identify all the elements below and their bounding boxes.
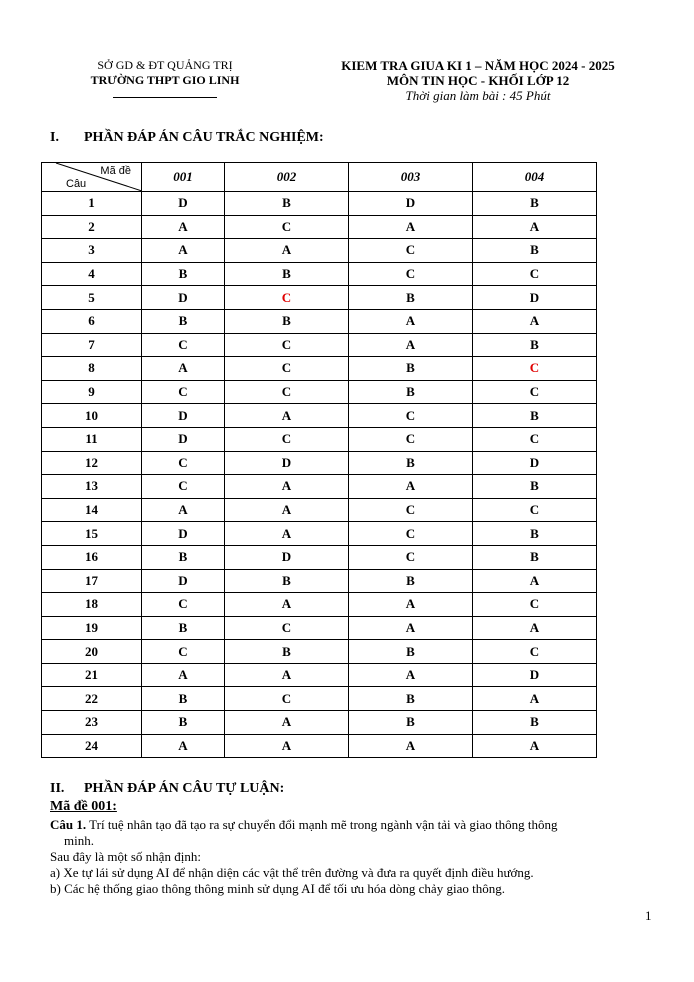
answer-cell: A [142,498,225,522]
department-name: SỞ GD & ĐT QUẢNG TRỊ [97,58,233,72]
answer-cell: A [225,404,349,428]
statement-b: b) Các hệ thống giao thông thông minh sử dụng AI để tối ưu hóa dòng chảy giao thông. [50,881,505,896]
answer-cell: C [225,427,349,451]
answer-cell: D [142,404,225,428]
table-row [42,262,597,286]
answer-cell: B [473,545,597,569]
answer-cell: C [225,286,349,310]
question-1-label: Câu 1. [50,817,87,832]
answer-cell: A [473,616,597,640]
answer-cell: C [349,404,473,428]
question-number-cell: 18 [42,593,142,617]
answer-cell: C [349,498,473,522]
answer-cell: D [142,286,225,310]
answer-cell: B [349,640,473,664]
answer-cell: C [349,239,473,263]
answer-cell: C [473,640,597,664]
code-header: 002 [225,163,349,192]
question-number-cell: 17 [42,569,142,593]
answer-cell: B [225,192,349,216]
question-number-cell: 9 [42,380,142,404]
table-row [42,192,597,216]
code-header: 004 [473,163,597,192]
answer-cell: A [349,593,473,617]
answer-cell: C [142,333,225,357]
answer-cell: C [225,616,349,640]
answer-cell: D [142,192,225,216]
code-header: 003 [349,163,473,192]
exam-duration: Thời gian làm bài : 45 Phút [405,88,551,103]
answer-cell: B [142,309,225,333]
answer-cell: A [142,239,225,263]
answer-cell: A [225,475,349,499]
answer-cell: C [473,427,597,451]
answer-cell: C [225,380,349,404]
table-row [42,333,597,357]
answer-cell: C [349,545,473,569]
exam-title: KIEM TRA GIUA KI 1 – NĂM HỌC 2024 - 2025 [341,58,615,73]
question-number-cell: 20 [42,640,142,664]
answer-cell: D [142,569,225,593]
answer-cell: A [142,357,225,381]
answer-cell: B [225,569,349,593]
statements-intro: Sau đây là một số nhận định: [50,849,201,864]
table-row [42,239,597,263]
answer-cell: B [473,475,597,499]
answer-cell: C [473,357,597,381]
answer-cell: A [225,593,349,617]
answer-cell: C [349,522,473,546]
question-number-cell: 4 [42,262,142,286]
corner-cell [42,163,142,192]
answer-cell: B [349,687,473,711]
answer-cell: A [473,734,597,758]
answer-cell: B [473,522,597,546]
header-left [70,58,260,98]
answer-cell: B [349,286,473,310]
answer-cell: A [349,475,473,499]
question-number-cell: 11 [42,427,142,451]
answer-cell: C [142,380,225,404]
answer-cell: A [349,616,473,640]
answer-cell: A [349,309,473,333]
question-number-cell: 5 [42,286,142,310]
question-number-cell: 2 [42,215,142,239]
question-number-cell: 12 [42,451,142,475]
table-row [42,357,597,381]
question-number-cell: 23 [42,711,142,735]
answer-cell: D [142,427,225,451]
question-number-cell: 15 [42,522,142,546]
answer-cell: A [225,498,349,522]
answer-cell: C [142,593,225,617]
section-2-title: PHẦN ĐÁP ÁN CÂU TỰ LUẬN: [84,781,285,796]
section-1-number: I. [50,130,59,145]
table-row [42,640,597,664]
answer-cell: D [349,192,473,216]
section-2-number: II. [50,781,65,796]
answer-cell: B [142,711,225,735]
section-1-title: PHẦN ĐÁP ÁN CÂU TRẮC NGHIỆM: [84,130,324,145]
question-number-cell: 24 [42,734,142,758]
section-2-heading [50,781,284,797]
answer-cell: A [225,734,349,758]
answer-cell: B [142,545,225,569]
answer-cell: B [473,404,597,428]
table-row [42,451,597,475]
corner-label-question: Câu [66,178,87,190]
answer-cell: B [473,333,597,357]
answer-cell: C [473,380,597,404]
answer-cell: A [473,569,597,593]
table-row [42,427,597,451]
answer-cell: B [473,239,597,263]
table-row [42,616,597,640]
essay-code-label: Mã đề 001: [50,799,117,814]
table-row [42,309,597,333]
table-row [42,593,597,617]
answer-table-body [42,192,597,758]
answer-cell: B [225,262,349,286]
answer-cell: C [349,262,473,286]
question-number-cell: 3 [42,239,142,263]
answer-cell: C [142,451,225,475]
answer-cell: A [225,711,349,735]
answer-cell: B [142,687,225,711]
answer-cell: B [349,380,473,404]
answer-cell: C [225,215,349,239]
answer-cell: A [225,239,349,263]
question-number-cell: 16 [42,545,142,569]
table-row [42,545,597,569]
answer-table [41,162,597,758]
table-row [42,475,597,499]
question-number-cell: 22 [42,687,142,711]
page-number: 1 [645,908,652,923]
section-1-heading [50,130,324,146]
table-row [42,569,597,593]
table-row [42,522,597,546]
answer-cell: B [473,711,597,735]
table-row [42,404,597,428]
answer-cell: D [225,545,349,569]
school-name: TRƯỜNG THPT GIO LINH [90,73,240,87]
answer-cell: B [349,357,473,381]
subject-title: MÔN TIN HỌC - KHỐI LỚP 12 [386,73,570,88]
answer-cell: A [142,663,225,687]
answer-cell: D [473,286,597,310]
answer-cell: C [225,357,349,381]
question-1-text: Trí tuệ nhân tạo đã tạo ra sự chuyển đổi mạnh mẽ trong ngành vận tải và giao thông thông [89,817,558,832]
answer-cell: C [142,475,225,499]
table-row [42,711,597,735]
question-number-cell: 8 [42,357,142,381]
answer-cell: A [473,687,597,711]
answer-cell: C [473,498,597,522]
answer-cell: B [349,569,473,593]
answer-cell: A [225,663,349,687]
table-row [42,734,597,758]
question-number-cell: 10 [42,404,142,428]
essay-content [50,817,650,897]
answer-cell: A [473,309,597,333]
question-number-cell: 19 [42,616,142,640]
answer-cell: A [349,663,473,687]
question-number-cell: 21 [42,663,142,687]
question-number-cell: 1 [42,192,142,216]
answer-cell: B [349,711,473,735]
answer-cell: C [473,262,597,286]
answer-cell: C [225,687,349,711]
question-number-cell: 14 [42,498,142,522]
answer-cell: D [473,451,597,475]
answer-cell: B [349,451,473,475]
answer-cell: C [349,427,473,451]
table-row [42,215,597,239]
answer-cell: A [473,215,597,239]
answer-cell: D [142,522,225,546]
question-1 [50,817,650,833]
answer-cell: D [225,451,349,475]
answer-cell: A [349,734,473,758]
table-row [42,687,597,711]
answer-table-header [42,163,597,192]
answer-cell: B [225,640,349,664]
answer-cell: A [142,215,225,239]
answer-cell: D [473,663,597,687]
answer-cell: C [142,640,225,664]
table-row [42,498,597,522]
question-number-cell: 13 [42,475,142,499]
header-right [318,58,638,103]
answer-cell: B [142,616,225,640]
table-row [42,663,597,687]
answer-cell: A [142,734,225,758]
answer-cell: A [225,522,349,546]
corner-label-code: Mã đề [100,165,131,177]
answer-cell: C [225,333,349,357]
table-row [42,380,597,404]
answer-cell: B [225,309,349,333]
table-row [42,286,597,310]
answer-cell: B [473,192,597,216]
header-divider [113,97,217,98]
code-header: 001 [142,163,225,192]
question-number-cell: 6 [42,309,142,333]
answer-cell: A [349,333,473,357]
answer-cell: C [473,593,597,617]
answer-cell: A [349,215,473,239]
statement-a: a) Xe tự lái sử dụng AI để nhận diện các vật thể trên đường và đưa ra quyết định điều hướng. [50,865,534,880]
question-number-cell: 7 [42,333,142,357]
question-1-text-continued: minh. [64,833,94,848]
answer-cell: B [142,262,225,286]
